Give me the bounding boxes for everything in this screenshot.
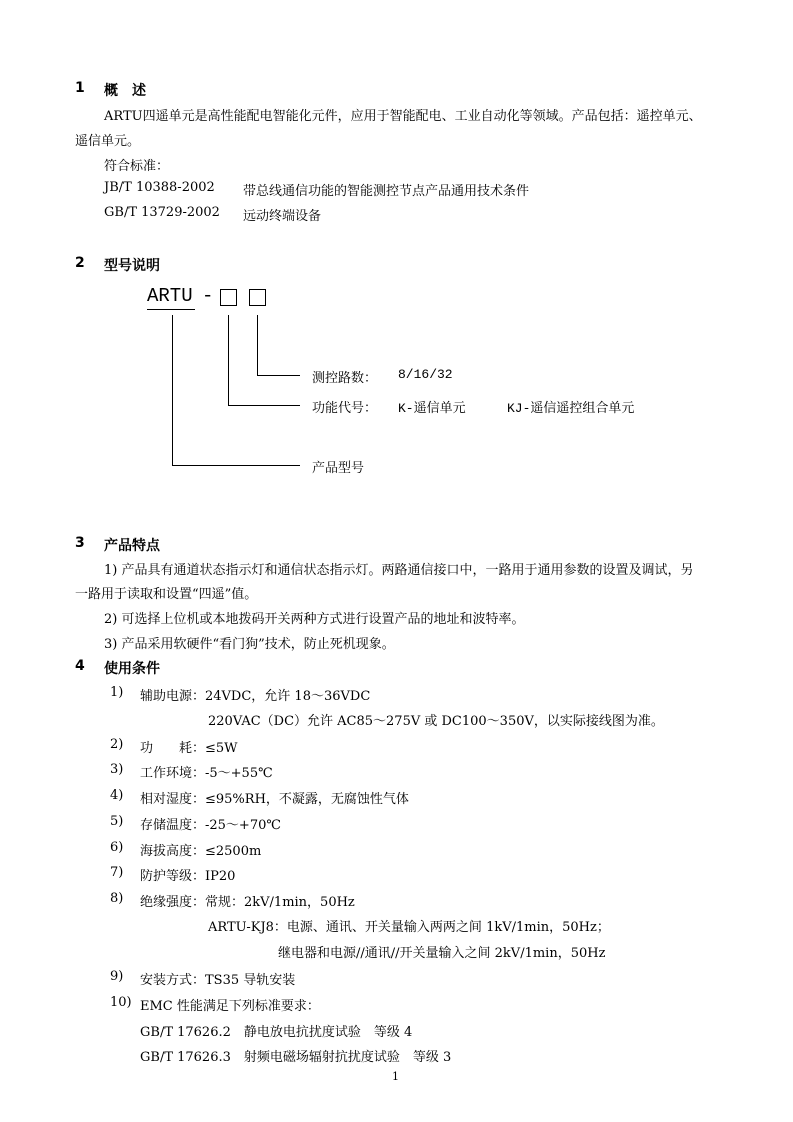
condition-text: 继电器和电源//通讯//开关量输入之间 2kV/1min，50Hz	[278, 946, 606, 961]
section-2-number: 2	[75, 255, 85, 271]
feature-1-line-1: 1) 产品具有通道状态指示灯和通信状态指示灯。两路通信接口中，一路用于通用参数的设置及调试，另	[104, 563, 694, 578]
legend-extra: KJ-遥信遥控组合单元	[507, 401, 635, 416]
standard-code: GB/T 13729-2002	[104, 205, 220, 220]
condition-text: 安装方式：TS35 导轨安装	[140, 973, 296, 988]
legend-label: 测控路数：	[312, 371, 378, 386]
standards-label: 符合标准：	[104, 159, 170, 174]
section-3-number: 3	[75, 535, 85, 551]
channel-count-connector	[257, 375, 300, 376]
condition-number: 9)	[110, 969, 124, 984]
feature-1-line-2: 一路用于读取和设置“四遥”值。	[75, 587, 258, 602]
channel-count-connector	[257, 315, 258, 375]
condition-text: 相对湿度：≤95%RH，不凝露，无腐蚀性气体	[140, 792, 409, 807]
feature-3: 3) 产品采用软硬件“看门狗”技术，防止死机现象。	[104, 637, 395, 652]
condition-text: 防护等级：IP20	[140, 869, 236, 884]
condition-number: 1)	[110, 685, 124, 700]
condition-text: 辅助电源：24VDC，允许 18～36VDC	[140, 689, 371, 704]
condition-text: EMC 性能满足下列标准要求：	[140, 999, 320, 1014]
condition-text: 工作环境：-5～+55℃	[140, 766, 273, 781]
section-1-number: 1	[75, 80, 85, 96]
legend-value: K-遥信单元	[398, 401, 466, 416]
section-3-title: 产品特点	[104, 538, 160, 554]
legend-label: 功能代号：	[312, 401, 378, 416]
section-2-title: 型号说明	[104, 258, 160, 274]
condition-text: 功 耗：≤5W	[140, 741, 238, 756]
condition-number: 5)	[110, 814, 124, 829]
condition-number: 2)	[110, 737, 124, 752]
legend-value: 8/16/32	[398, 367, 453, 382]
channel-count-box	[249, 289, 266, 306]
section-1-paragraph-line-1: ARTU四遥单元是高性能配电智能化元件，应用于智能配电、工业自动化等领域。产品包括：遥控单元、	[104, 109, 702, 124]
feature-2: 2) 可选择上位机或本地拨码开关两种方式进行设置产品的地址和波特率。	[104, 612, 525, 627]
model-prefix-underline	[147, 309, 195, 310]
section-4-number: 4	[75, 658, 85, 674]
condition-text: ARTU-KJ8：电源、通讯、开关量输入两两之间 1kV/1min，50Hz；	[208, 920, 610, 935]
condition-text: GB/T 17626.2 静电放电抗扰度试验 等级 4	[140, 1025, 413, 1040]
model-connector	[172, 465, 300, 466]
condition-number: 6)	[110, 840, 124, 855]
section-1-title: 概 述	[104, 83, 146, 99]
standard-name: 远动终端设备	[243, 209, 322, 224]
condition-text: 海拔高度：≤2500m	[140, 844, 262, 859]
condition-text: 220VAC（DC）允许 AC85～275V 或 DC100～350V，以实际接线图为准。	[208, 714, 664, 729]
section-4-title: 使用条件	[104, 661, 160, 677]
condition-number: 10)	[110, 995, 132, 1010]
function-code-box	[220, 289, 237, 306]
model-prefix: ARTU	[147, 285, 193, 307]
function-code-connector	[228, 315, 229, 405]
page-number: 1	[392, 1070, 399, 1083]
condition-number: 4)	[110, 788, 124, 803]
standard-name: 带总线通信功能的智能测控节点产品通用技术条件	[243, 184, 530, 199]
condition-text: 存储温度：-25～+70℃	[140, 818, 281, 833]
legend-label: 产品型号	[312, 461, 365, 476]
condition-number: 8)	[110, 891, 124, 906]
condition-number: 3)	[110, 762, 124, 777]
condition-number: 7)	[110, 865, 124, 880]
condition-text: GB/T 17626.3 射频电磁场辐射抗扰度试验 等级 3	[140, 1050, 452, 1065]
condition-text: 绝缘强度：常规：2kV/1min，50Hz	[140, 895, 355, 910]
section-1-paragraph-line-2: 遥信单元。	[75, 134, 141, 149]
model-dash: -	[202, 285, 214, 307]
standard-code: JB/T 10388-2002	[104, 180, 215, 195]
model-connector	[172, 315, 173, 465]
function-code-connector	[228, 405, 300, 406]
